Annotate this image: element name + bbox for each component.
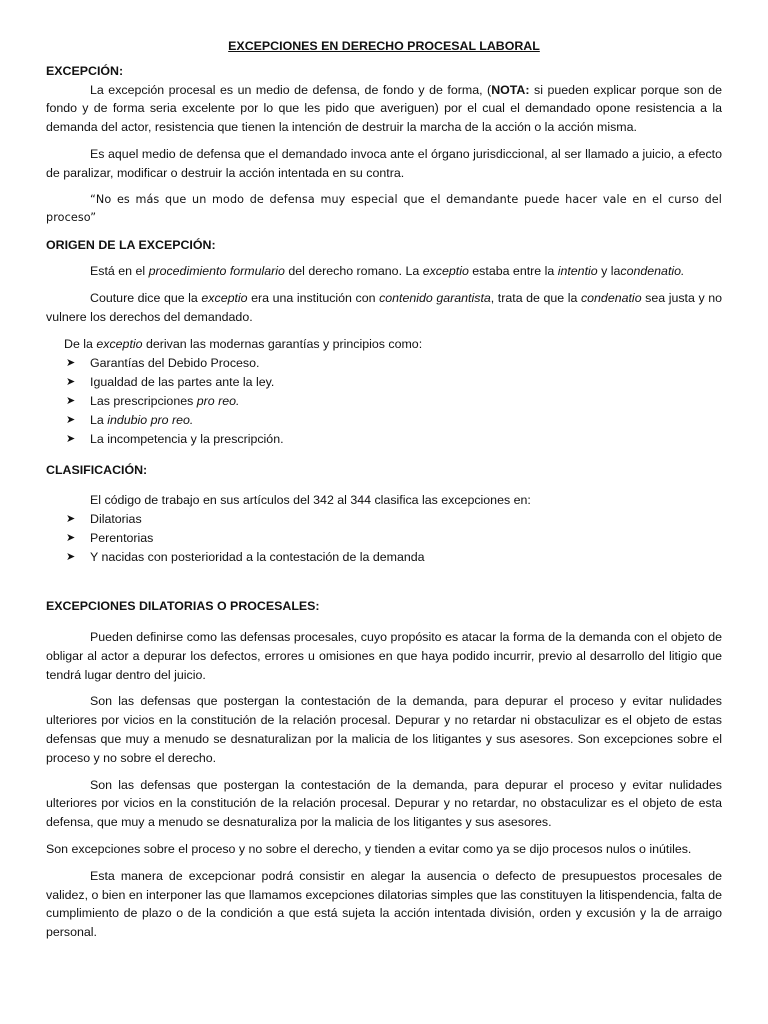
- italic-term: exceptio: [201, 291, 248, 306]
- list-item: [46, 548, 722, 567]
- paragraph: Son las defensas que postergan la contestación de la demanda, para depurar el proceso y evitar nulidades ulteriores por vicios en la constitución de la relación procesal. Depurar y no retardar ni obstaculizar es el objeto de estas defensas que muy a menudo se desnaturalizan por la malicia de los litigantes y sus asesores. Son excepciones sobre el proceso y no sobre el derecho.: [46, 694, 722, 765]
- list-item-text: La: [90, 412, 108, 427]
- text-span: era una institución con: [247, 291, 380, 306]
- paragraph: [46, 262, 722, 281]
- list-item: [46, 430, 722, 449]
- list-item: [46, 373, 722, 392]
- list-item: [46, 510, 722, 529]
- paragraph: Pueden definirse como las defensas procesales, cuyo propósito es atacar la forma de la demanda con el objeto de obligar al actor a depurar los defectos, errores u omisiones en que haya podido incurrir, previo al desarrollo del litigio que tendrá lugar dentro del juicio.: [46, 629, 722, 682]
- italic-term: pro reo.: [196, 393, 240, 408]
- text-span: y la: [597, 264, 621, 279]
- italic-term: intentio: [557, 264, 598, 279]
- italic-term: condenatio.: [620, 264, 685, 279]
- list-item: [46, 354, 722, 373]
- list-item-text: La incompetencia y la prescripción.: [90, 431, 284, 446]
- text-span: derivan las modernas garantías y principios como:: [142, 336, 423, 351]
- note-label: NOTA:: [491, 82, 530, 97]
- arrowhead-bullet-icon: ➤: [66, 532, 76, 545]
- arrowhead-bullet-icon: ➤: [66, 432, 76, 445]
- section-heading-excepcion: EXCEPCIÓN:: [46, 63, 124, 78]
- section-heading-dilatorias: EXCEPCIONES DILATORIAS O PROCESALES:: [46, 599, 320, 614]
- document-page: [46, 37, 722, 942]
- arrowhead-bullet-icon: ➤: [66, 551, 76, 564]
- section-heading-clasificacion: CLASIFICACIÓN:: [46, 462, 148, 477]
- list-item-text: Perentorias: [90, 531, 154, 546]
- paragraph: [46, 289, 722, 327]
- paragraph: Esta manera de excepcionar podrá consistir en alegar la ausencia o defecto de presupuestos procesales de validez, o bien en interponer las que llamamos excepciones dilatorias simples que las constituyen la litispendencia, falta de cumplimiento de plazo o de la condición a que está sujeta la acción intentada división, orden y excusión y la de arraigo personal.: [46, 868, 722, 940]
- paragraph: El código de trabajo en sus artículos del 342 al 344 clasifica las excepciones en:: [90, 493, 531, 508]
- text-span: si pueden explicar porque son de fondo y de forma seria excelente por lo que les pido que averiguen) por el cual el demandado opone resistencia a la demanda del actor, resistencia que tienen la intención de destruir la marcha de la acción o la acción misma.: [46, 82, 722, 135]
- italic-term: contenido garantista: [379, 291, 491, 306]
- arrowhead-bullet-icon: ➤: [66, 413, 76, 426]
- arrowhead-bullet-icon: ➤: [66, 356, 76, 369]
- section-heading-origen: ORIGEN DE LA EXCEPCIÓN:: [46, 237, 216, 252]
- list-item-text: Las prescripciones: [90, 393, 197, 408]
- list-item-text: Igualdad de las partes ante la ley.: [90, 374, 275, 389]
- italic-term: procedimiento formulario: [148, 264, 285, 279]
- list-item: [46, 529, 722, 548]
- paragraph: Son excepciones sobre el proceso y no sobre el derecho, y tienden a evitar como ya se dijo procesos nulos o inútiles.: [46, 841, 692, 856]
- text-span: del derecho romano. La: [284, 264, 423, 279]
- list-item-text: Dilatorias: [90, 512, 142, 527]
- list-item-text: Garantías del Debido Proceso.: [90, 355, 260, 370]
- arrowhead-bullet-icon: ➤: [66, 375, 76, 388]
- paragraph: [46, 81, 722, 137]
- arrowhead-bullet-icon: ➤: [66, 513, 76, 526]
- text-span: Está en el: [90, 264, 149, 279]
- text-span: La excepción procesal es un medio de defensa, de fondo y de forma, (: [90, 82, 492, 97]
- italic-term: indubio pro reo.: [107, 412, 194, 427]
- text-span: estaba entre la: [468, 264, 558, 279]
- paragraph: [46, 335, 722, 354]
- paragraph: Son las defensas que postergan la contestación de la demanda, para depurar el proceso y evitar nulidades ulteriores por vicios en la constitución de la relación procesal. Depurar y no retardar, no obstaculizar es el objeto de esta defensa, que muy a menudo se desnaturaliza por la malicia de los litigantes y sus asesores.: [46, 777, 722, 830]
- list-item: [46, 411, 722, 430]
- text-span: Couture dice que la: [90, 291, 202, 306]
- list-item-text: Y nacidas con posterioridad a la contestación de la demanda: [90, 550, 425, 565]
- text-span: De la: [64, 336, 97, 351]
- italic-term: exceptio: [96, 336, 143, 351]
- arrowhead-bullet-icon: ➤: [66, 394, 76, 407]
- italic-term: exceptio: [422, 264, 469, 279]
- paragraph: Es aquel medio de defensa que el demandado invoca ante el órgano jurisdiccional, al ser llamado a juicio, a efecto de paralizar, modificar o destruir la acción intentada en su contra.: [46, 146, 722, 180]
- italic-term: condenatio: [580, 291, 642, 306]
- bullet-list-principios: [46, 354, 722, 449]
- text-span: , trata de que la: [490, 291, 581, 306]
- list-item: [46, 392, 722, 411]
- quote-paragraph: “No es más que un modo de defensa muy especial que el demandante puede hacer vale en el curso del proceso”: [46, 192, 722, 224]
- text-span: sea justa y no vulnere los derechos del demandado.: [46, 291, 722, 324]
- document-title: EXCEPCIONES EN DERECHO PROCESAL LABORAL: [228, 39, 540, 53]
- bullet-list-clasificacion: [46, 510, 722, 567]
